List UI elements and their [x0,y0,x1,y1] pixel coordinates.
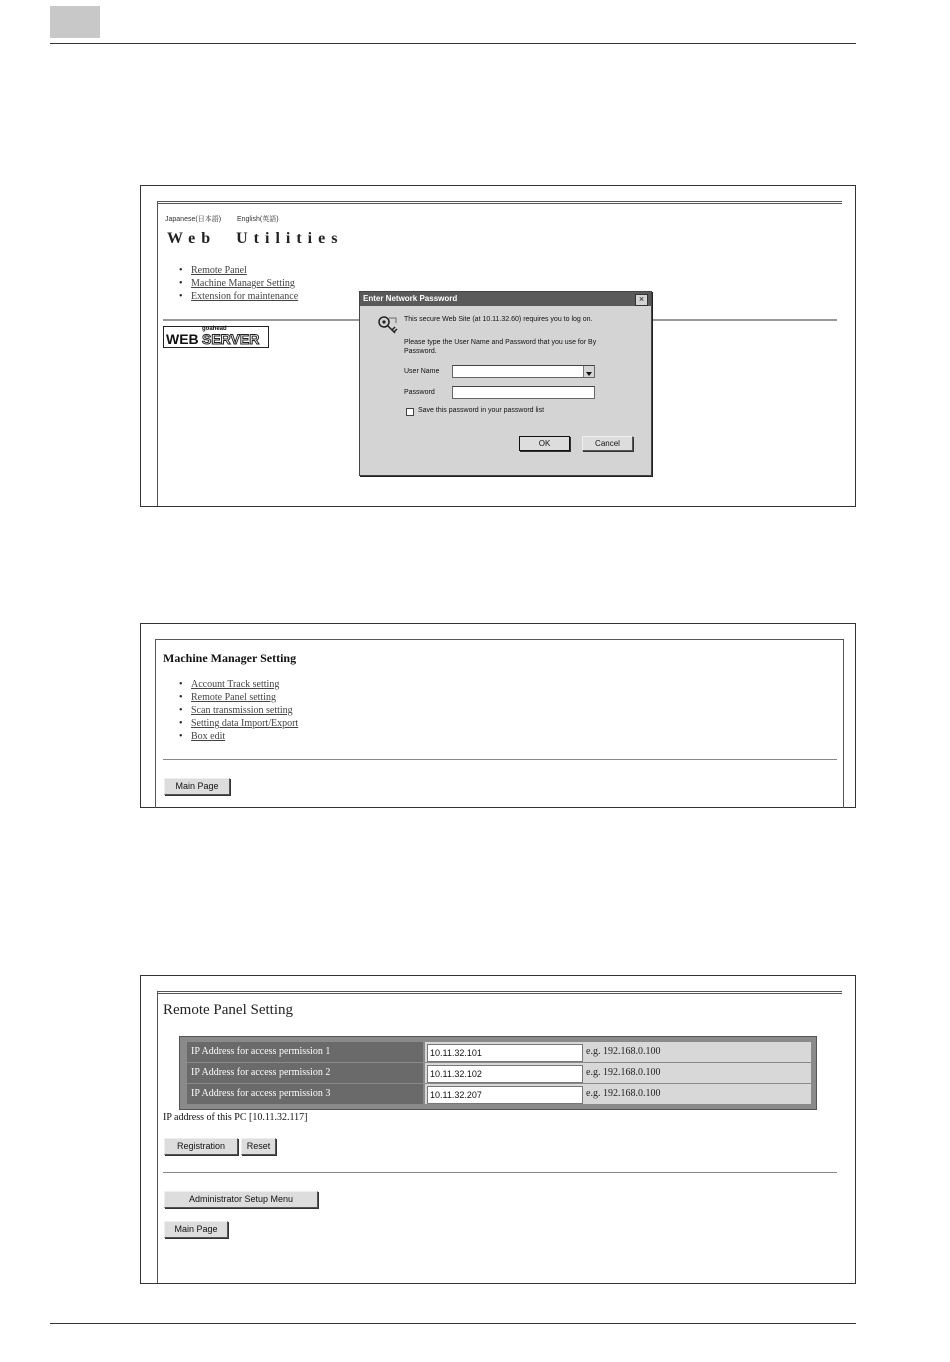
menu-item-machine-manager[interactable]: • Machine Manager Setting [179,277,298,290]
dialog-message-1: This secure Web Site (at 10.11.32.60) requires you to log on. [404,316,593,323]
cancel-button[interactable]: Cancel [582,436,633,451]
menu-item-extension[interactable]: • Extension for maintenance [179,290,298,303]
ip-example-text: e.g. 192.168.0.100 [586,1067,661,1078]
footer-rule [50,1323,856,1324]
ip-address-input-3[interactable]: 10.11.32.207 [427,1086,583,1104]
key-icon [376,314,400,338]
administrator-setup-menu-button[interactable]: Administrator Setup Menu [164,1191,318,1208]
header-rule [50,43,856,44]
main-page-button[interactable]: Main Page [164,1221,228,1238]
ip-row-label: IP Address for access permission 2 [187,1063,423,1083]
pc-ip-address: IP address of this PC [10.11.32.117] [163,1112,308,1123]
reset-button[interactable]: Reset [241,1138,276,1155]
menu-item-scan-transmission[interactable]: • Scan transmission setting [179,704,298,717]
menu-item-remote-panel[interactable]: • Remote Panel [179,264,298,277]
screenshot-web-utilities [140,185,856,507]
page-title: Web Utilities [167,230,344,247]
chevron-down-icon[interactable] [583,366,594,377]
ip-address-table [179,1036,817,1110]
menu-item-import-export[interactable]: • Setting data Import/Export [179,717,298,730]
network-password-dialog [359,291,652,476]
dialog-message-2: Please type the User Name and Password that you use for By Password. [404,339,597,355]
save-password-label: Save this password in your password list [418,407,545,414]
language-japanese-link[interactable]: Japanese(日本語) [165,216,222,223]
username-label: User Name [404,368,440,375]
browser-left-edge [157,991,158,1283]
ip-example-text: e.g. 192.168.0.100 [586,1046,661,1057]
ip-address-input-2[interactable]: 10.11.32.102 [427,1065,583,1083]
ok-button[interactable]: OK [519,436,570,451]
menu-item-box-edit[interactable]: • Box edit [179,730,298,743]
close-icon[interactable]: × [635,294,648,306]
registration-button[interactable]: Registration [164,1138,238,1155]
browser-top-edge [157,201,842,204]
screenshot-machine-manager [140,623,856,808]
ip-example-text: e.g. 192.168.0.100 [586,1088,661,1099]
goahead-webserver-logo: goahead WEB SERVER [163,326,269,348]
main-page-button[interactable]: Main Page [164,778,230,795]
menu-item-account-track[interactable]: • Account Track setting [179,678,298,691]
password-label: Password [404,389,435,396]
page-title: Remote Panel Setting [163,1002,293,1018]
menu-item-remote-panel-setting[interactable]: • Remote Panel setting [179,691,298,704]
password-field[interactable] [452,386,595,399]
ip-address-input-1[interactable]: 10.11.32.101 [427,1044,583,1062]
dialog-title: Enter Network Password [363,294,458,303]
chapter-tab [50,6,100,38]
main-menu [179,264,298,303]
divider [163,759,837,760]
divider [163,1172,837,1173]
ip-row-label: IP Address for access permission 3 [187,1084,423,1104]
language-links [165,214,279,224]
browser-top-edge [157,991,842,994]
username-select[interactable] [452,365,595,378]
save-password-checkbox[interactable] [406,408,414,416]
dialog-title-bar [360,292,651,306]
screenshot-remote-panel-setting [140,975,856,1284]
page-title: Machine Manager Setting [163,651,297,665]
browser-left-edge [157,201,158,506]
language-english-link[interactable]: English(英語) [236,216,279,223]
machine-manager-menu [179,678,298,743]
ip-row-label: IP Address for access permission 1 [187,1042,423,1062]
